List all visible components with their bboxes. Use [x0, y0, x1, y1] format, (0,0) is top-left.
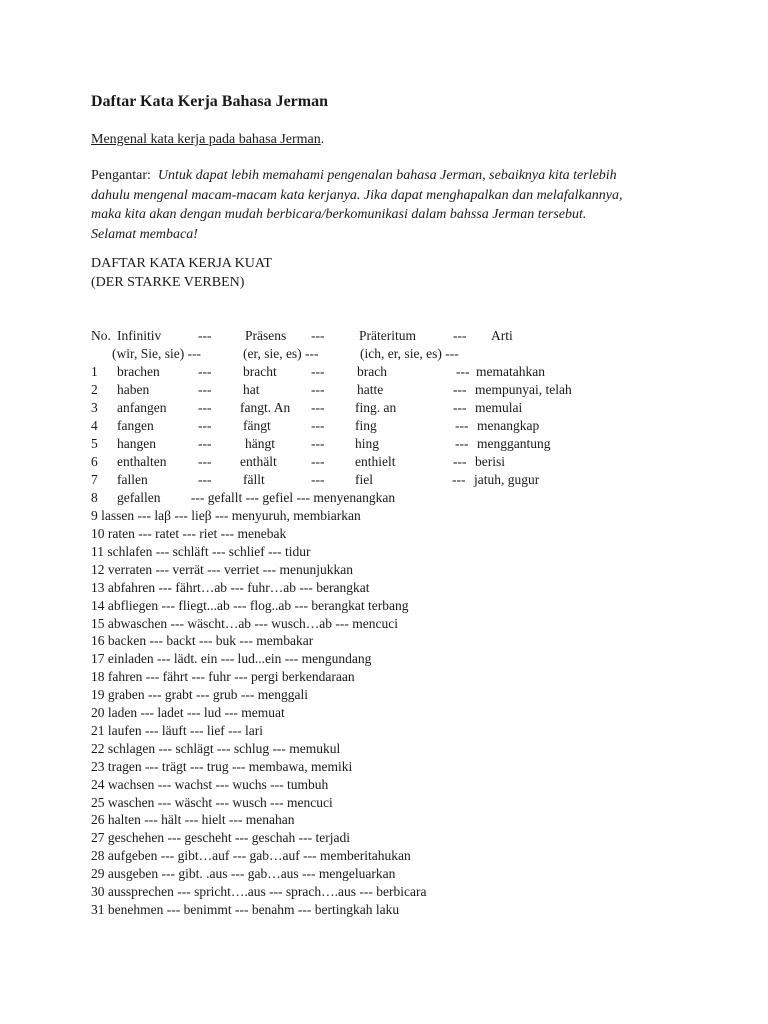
- row-arti: mempunyai, telah: [475, 382, 572, 397]
- row-arti: mematahkan: [476, 364, 545, 379]
- table-row: [0, 472, 768, 490]
- list-item: 30 aussprechen --- spricht….aus --- sprach….aus --- berbicara: [91, 884, 427, 899]
- row-prateritum: fing: [355, 418, 377, 433]
- row-separator: ---: [311, 472, 325, 487]
- header-separator: ---: [311, 328, 325, 343]
- header-infinitiv: Infinitiv: [117, 328, 162, 343]
- row-arti: memulai: [475, 400, 523, 415]
- intro-text: Selamat membaca!: [91, 226, 198, 242]
- row-prateritum: fing. an: [355, 400, 397, 415]
- intro-line: [91, 186, 691, 206]
- row-infinitiv: enthalten: [117, 454, 167, 469]
- intro-text: maka kita akan dengan mudah berbicara/berkomunikasi dalam bahssa Jerman tersebut.: [91, 207, 587, 223]
- row-prasens: hat: [243, 382, 260, 397]
- row-arti: berisi: [475, 454, 505, 469]
- row-separator: ---: [453, 454, 467, 469]
- row-infinitiv: fangen: [117, 418, 154, 433]
- table-row: [0, 490, 768, 508]
- intro-text: Untuk dapat lebih memahami pengenalan bahasa Jerman, sebaiknya kita terlebih: [157, 168, 617, 183]
- table-row: [0, 436, 768, 454]
- row-separator: ---: [198, 454, 212, 469]
- list-item: 16 backen --- backt --- buk --- membakar: [91, 633, 314, 648]
- row-prasens: enthält: [240, 454, 277, 469]
- list-item: 23 tragen --- trägt --- trug --- membawa, memiki: [91, 759, 353, 774]
- row-number: 2: [91, 382, 98, 397]
- row-separator: ---: [453, 382, 467, 397]
- list-item: 31 benehmen --- benimmt --- benahm --- bertingkah laku: [91, 902, 400, 917]
- row-separator: ---: [198, 472, 212, 487]
- table-row: [0, 382, 768, 400]
- row-number: 7: [91, 472, 98, 487]
- row-separator: ---: [455, 418, 469, 433]
- row-arti: menangkap: [477, 418, 540, 433]
- table-header-row: [0, 328, 768, 346]
- row-separator: ---: [455, 436, 469, 451]
- row-number: 3: [91, 400, 98, 415]
- row-infinitiv: brachen: [117, 364, 160, 379]
- row-separator: ---: [198, 400, 212, 415]
- row-number: 8: [91, 490, 98, 505]
- row-separator: ---: [311, 382, 325, 397]
- list-item: 25 waschen --- wäscht --- wusch --- mencuci: [91, 795, 333, 810]
- row-separator: ---: [311, 436, 325, 451]
- header-no: No.: [91, 328, 111, 343]
- list-item: 27 geschehen --- gescheht --- geschah --- terjadi: [91, 830, 350, 845]
- subtitle: [91, 132, 324, 148]
- row-prateritum: enthielt: [355, 454, 396, 469]
- row-prateritum: fiel: [355, 472, 373, 487]
- row-arti: jatuh, gugur: [474, 472, 540, 487]
- row-prateritum: hing: [355, 436, 380, 451]
- row-separator: ---: [311, 364, 325, 379]
- section-subheading: (DER STARKE VERBEN): [91, 275, 245, 290]
- row-prasens: hängt: [245, 436, 275, 451]
- list-item: 10 raten --- ratet --- riet --- menebak: [91, 526, 287, 541]
- header-prateritum-pronouns: (ich, er, sie, es) ---: [360, 346, 459, 361]
- list-item: 13 abfahren --- fährt…ab --- fuhr…ab --- berangkat: [91, 580, 370, 595]
- list-item: 24 wachsen --- wachst --- wuchs --- tumbuh: [91, 777, 329, 792]
- row-infinitiv: hangen: [117, 436, 156, 451]
- list-item: 26 halten --- hält --- hielt --- menahan: [91, 812, 295, 827]
- header-separator: ---: [453, 328, 467, 343]
- list-item: 17 einladen --- lädt. ein --- lud...ein --- mengundang: [91, 651, 372, 666]
- intro-paragraph: [91, 166, 691, 244]
- intro-line: [91, 225, 691, 245]
- list-item: 11 schlafen --- schläft --- schlief --- tidur: [91, 544, 311, 559]
- list-item: 12 verraten --- verrät --- verriet --- menunjukkan: [91, 562, 353, 577]
- row-number: 1: [91, 364, 98, 379]
- row-separator: ---: [198, 382, 212, 397]
- list-item: 20 laden --- ladet --- lud --- memuat: [91, 705, 285, 720]
- list-item: 28 aufgeben --- gibt…auf --- gab…auf --- memberitahukan: [91, 848, 411, 863]
- header-infinitiv-pronouns: (wir, Sie, sie) ---: [112, 346, 202, 361]
- table-row: [0, 364, 768, 382]
- row-number: 6: [91, 454, 98, 469]
- subtitle-period: .: [320, 132, 325, 147]
- list-item: 22 schlagen --- schlägt --- schlug --- memukul: [91, 741, 341, 756]
- table-row: [0, 454, 768, 472]
- table-row: [0, 400, 768, 418]
- list-item: 9 lassen --- laβ --- lieβ --- menyuruh, membiarkan: [91, 508, 361, 523]
- header-prasens-pronouns: (er, sie, es) ---: [243, 346, 319, 361]
- list-item: 14 abfliegen --- fliegt...ab --- flog..ab --- berangkat terbang: [91, 598, 409, 613]
- list-item: 21 laufen --- läuft --- lief --- lari: [91, 723, 264, 738]
- header-prateritum: Präteritum: [359, 328, 416, 343]
- header-separator: ---: [198, 328, 212, 343]
- intro-label: Pengantar:: [91, 168, 151, 183]
- row-arti: menggantung: [477, 436, 551, 451]
- header-prasens: Präsens: [245, 328, 287, 343]
- row-separator: ---: [456, 364, 470, 379]
- table-header-pronouns-row: [0, 346, 768, 364]
- row-text: gefallen --- gefallt --- gefiel --- menyenangkan: [117, 490, 396, 505]
- row-number: 5: [91, 436, 98, 451]
- row-separator: ---: [311, 400, 325, 415]
- row-separator: ---: [198, 364, 212, 379]
- row-prateritum: hatte: [357, 382, 384, 397]
- list-item: 15 abwaschen --- wäscht…ab --- wusch…ab --- mencuci: [91, 616, 398, 631]
- row-separator: ---: [311, 418, 325, 433]
- row-separator: ---: [198, 418, 212, 433]
- row-infinitiv: fallen: [117, 472, 148, 487]
- row-prasens: fängt: [243, 418, 271, 433]
- intro-text: dahulu mengenal macam-macam kata kerjanya. Jika dapat menghapalkan dan melafalkannya,: [91, 187, 623, 203]
- row-prasens: bracht: [243, 364, 277, 379]
- row-prasens: fällt: [243, 472, 265, 487]
- intro-line: [91, 166, 691, 186]
- row-prateritum: brach: [357, 364, 387, 379]
- row-prasens: fangt. An: [240, 400, 291, 415]
- row-number: 4: [91, 418, 98, 433]
- list-item: 19 graben --- grabt --- grub --- menggali: [91, 687, 309, 702]
- row-infinitiv: haben: [117, 382, 150, 397]
- row-separator: ---: [311, 454, 325, 469]
- subtitle-text: Mengenal kata kerja pada bahasa Jerman: [91, 132, 321, 147]
- list-item: 29 ausgeben --- gibt. .aus --- gab…aus --- mengeluarkan: [91, 866, 396, 881]
- section-heading: DAFTAR KATA KERJA KUAT: [91, 256, 272, 271]
- intro-line: [91, 205, 691, 225]
- table-row: [0, 418, 768, 436]
- row-separator: ---: [452, 472, 466, 487]
- row-infinitiv: anfangen: [117, 400, 167, 415]
- header-arti: Arti: [491, 328, 513, 343]
- page-title: Daftar Kata Kerja Bahasa Jerman: [91, 93, 328, 110]
- row-separator: ---: [198, 436, 212, 451]
- list-item: 18 fahren --- fährt --- fuhr --- pergi berkendaraan: [91, 669, 355, 684]
- row-separator: ---: [453, 400, 467, 415]
